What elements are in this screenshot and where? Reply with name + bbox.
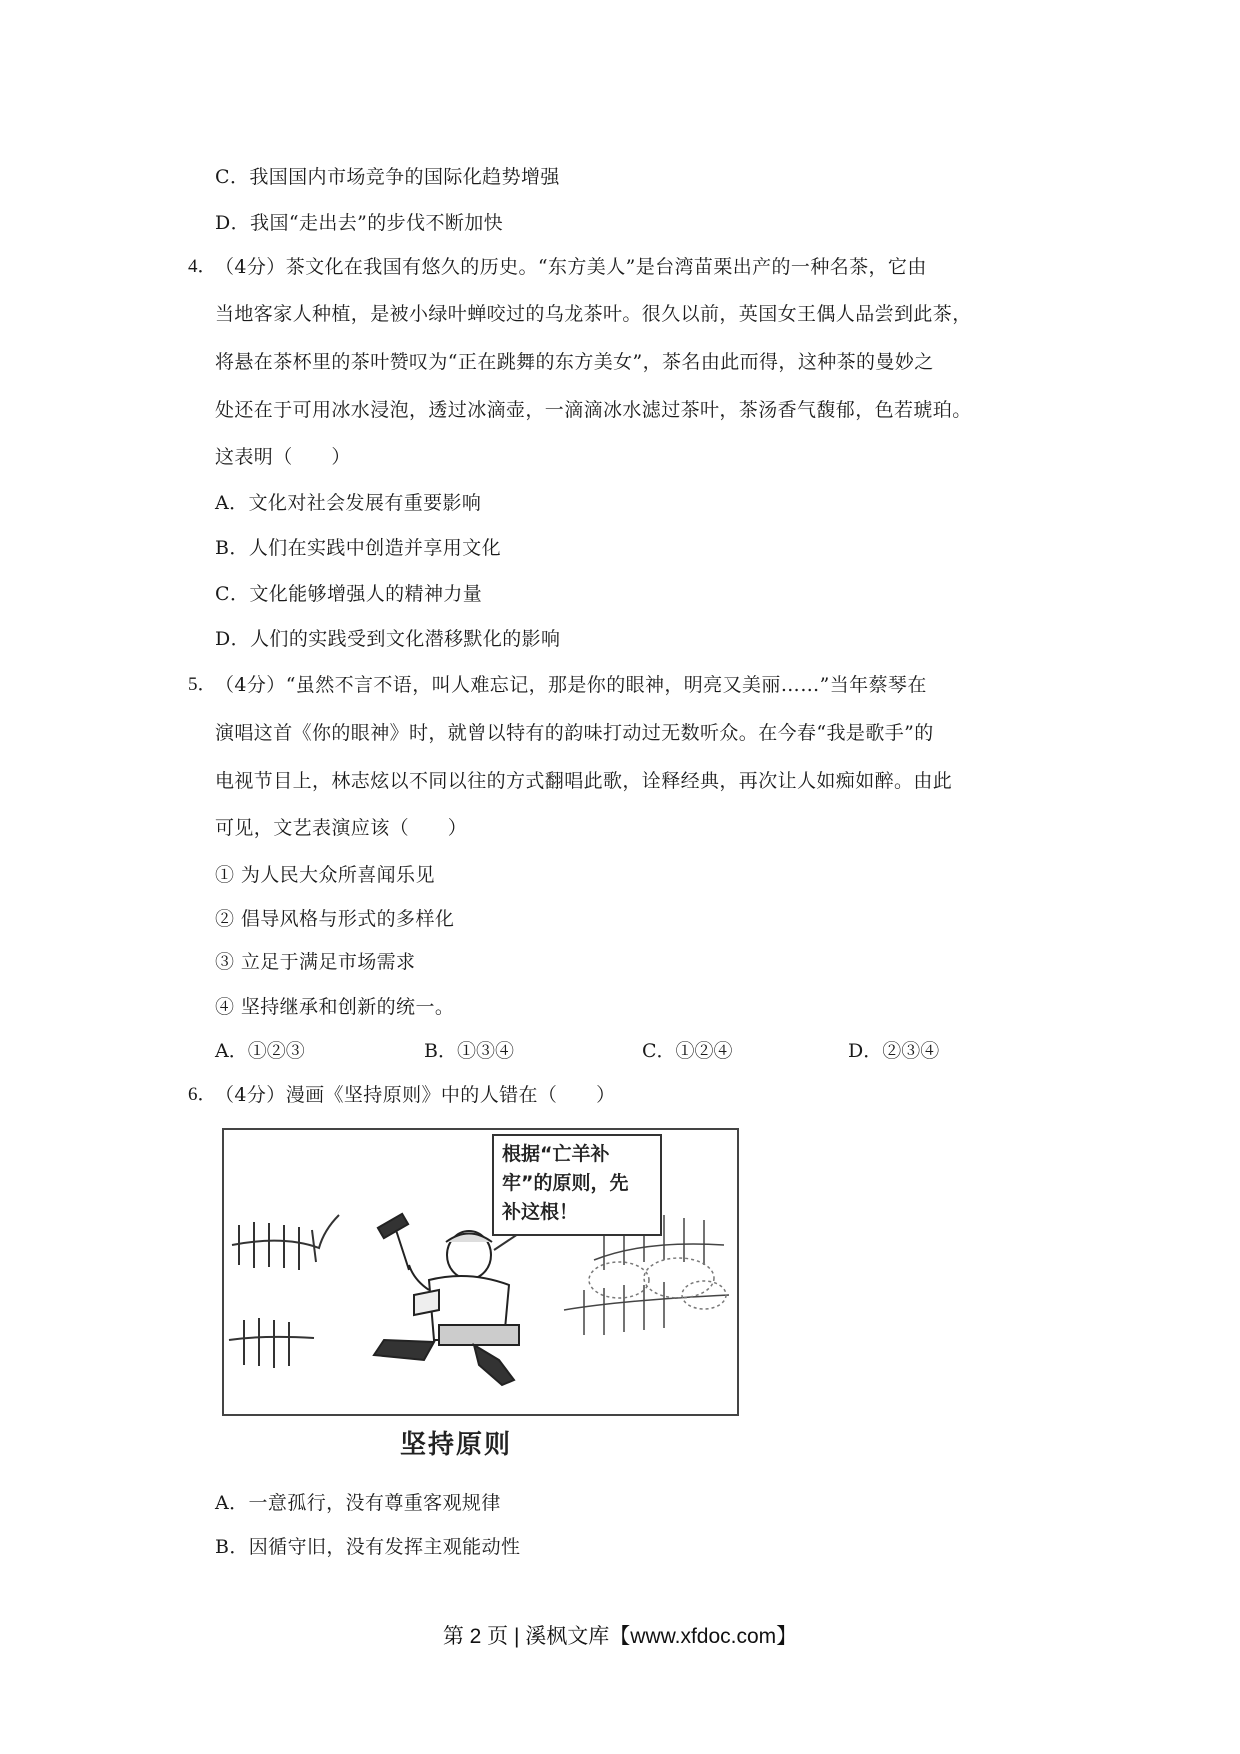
answer-option-b: B．人们在实践中创造并享用文化 bbox=[215, 537, 501, 559]
option-c-prev: C．我国国内市场竞争的国际化趋势增强 bbox=[215, 166, 560, 188]
page-footer: 第 2 页 | 溪枫文库【www.xfdoc.com】 bbox=[442, 1625, 798, 1648]
statement-item: ④ 坚持继承和创新的统一。 bbox=[215, 996, 455, 1018]
cartoon-image bbox=[222, 1128, 739, 1416]
question-text-line: 演唱这首《你的眼神》时，就曾以特有的韵味打动过无数听众。在今春“我是歌手”的 bbox=[215, 722, 934, 744]
cartoon-title: 坚持原则 bbox=[400, 1430, 513, 1460]
answer-option-d: D．人们的实践受到文化潜移默化的影响 bbox=[215, 628, 561, 650]
option-d-prev: D．我国“走出去”的步伐不断加快 bbox=[215, 212, 504, 234]
question-text-line: 当地客家人种植，是被小绿叶蝉咬过的乌龙茶叶。很久以前，英国女王偶人品尝到此茶， bbox=[215, 303, 972, 325]
broken-fence-left bbox=[229, 1215, 339, 1368]
question-text-line: （4分）漫画《坚持原则》中的人错在（ ） bbox=[215, 1084, 616, 1106]
question-number: 6． bbox=[188, 1084, 217, 1105]
statement-item: ③ 立足于满足市场需求 bbox=[215, 951, 416, 973]
answer-option-a: A．①②③ bbox=[215, 1040, 305, 1062]
answer-option-a: A．文化对社会发展有重要影响 bbox=[215, 492, 482, 514]
question-text-line: 将悬在茶杯里的茶叶赞叹为“正在跳舞的东方美女”，茶名由此而得，这种茶的曼妙之 bbox=[215, 351, 934, 373]
answer-option-c: C．文化能够增强人的精神力量 bbox=[215, 583, 483, 605]
question-text-line: 电视节目上，林志炫以不同以往的方式翻唱此歌，诠释经典，再次让人如痴如醉。由此 bbox=[215, 770, 953, 792]
answer-option-d: D．②③④ bbox=[848, 1040, 940, 1062]
question-text-line: 这表明（ ） bbox=[215, 446, 351, 468]
speech-bubble: 根据“亡羊补 牢”的原则，先 补这根！ bbox=[492, 1134, 662, 1236]
answer-option-c: C．①②④ bbox=[642, 1040, 733, 1062]
question-text-line: 可见，文艺表演应该（ ） bbox=[215, 817, 468, 839]
question-text-line: 处还在于可用冰水浸泡，透过冰滴壶，一滴滴冰水滤过茶叶，茶汤香气馥郁，色若琥珀。 bbox=[215, 399, 972, 421]
question-number: 5． bbox=[188, 674, 217, 695]
answer-option-b: B．因循守旧，没有发挥主观能动性 bbox=[215, 1536, 521, 1558]
answer-option-b: B．①③④ bbox=[424, 1040, 514, 1062]
question-text-line: （4分）“虽然不言不语，叫人难忘记，那是你的眼神，明亮又美丽……”当年蔡琴在 bbox=[215, 674, 927, 696]
question-number: 4． bbox=[188, 256, 217, 277]
statement-item: ① 为人民大众所喜闻乐见 bbox=[215, 864, 435, 886]
man-figure bbox=[374, 1214, 519, 1385]
statement-item: ② 倡导风格与形式的多样化 bbox=[215, 908, 455, 930]
question-text-line: （4分）茶文化在我国有悠久的历史。“东方美人”是台湾苗栗出产的一种名茶，它由 bbox=[215, 256, 927, 278]
answer-option-a: A．一意孤行，没有尊重客观规律 bbox=[215, 1492, 501, 1514]
